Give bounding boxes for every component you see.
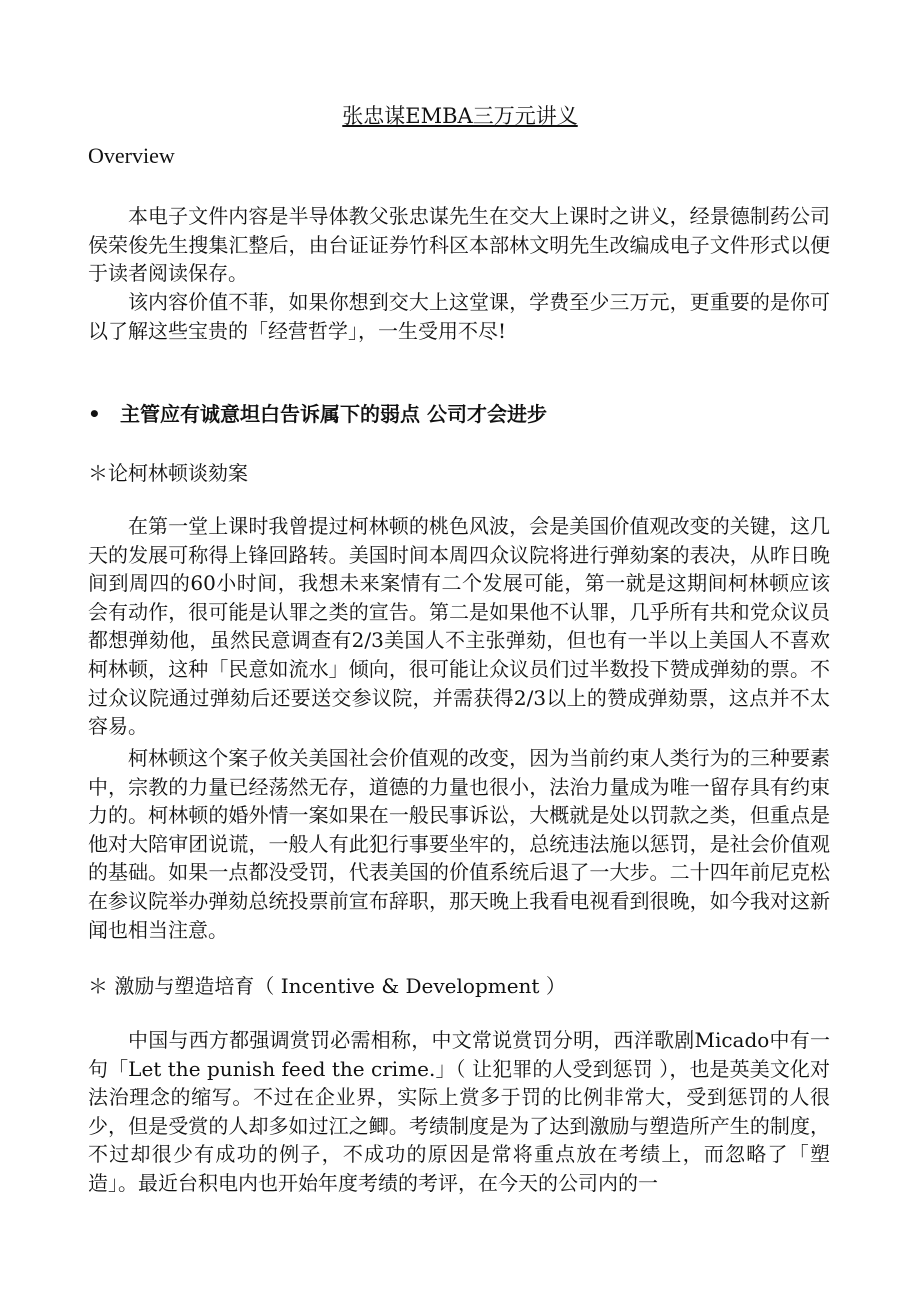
subsection-2-paragraph-1: 中国与西方都强调赏罚必需相称，中文常说赏罚分明，西洋歌剧Micado中有一句「Let the punish feed the crime.」（ 让犯罪的人受到惩罚 ），也是英美文化对法治理念的缩写。不过在企业界，实际上赏多于罚的比例非常大，受到惩罚的人很少，但是受赏的人却多如过江之鲫。考绩制度是为了达到激励与塑造所产生的制度，不过却很少有成功的例子，不成功的原因是常将重点放在考绩上，而忽略了「塑造」。最近台积电内也开始年度考绩的考评，在今天的公司内的一 — [88, 1028, 830, 1195]
bullet-icon: • — [88, 402, 101, 426]
overview-heading: Overview — [88, 143, 175, 168]
intro-paragraph-1: 本电子文件内容是半导体教父张忠谋先生在交大上课时之讲义，经景德制药公司侯荣俊先生搜集汇整后，由台证证券竹科区本部林文明先生改编成电子文件形式以便于读者阅读保存。 — [88, 204, 830, 286]
subsection-1-paragraph-1: 在第一堂上课时我曾提过柯林顿的桃色风波，会是美国价值观改变的关键，这几天的发展可称得上锋回路转。美国时间本周四众议院将进行弹劾案的表决，从昨日晚间到周四的60小时间，我想未来案情有二个发展可能，第一就是这期间柯林顿应该会有动作，很可能是认罪之类的宣告。第二是如果他不认罪，几乎所有共和党众议员都想弹劾他，虽然民意调查有2/3美国人不主张弹劾，但也有一半以上美国人不喜欢柯林顿，这种「民意如流水」倾向，很可能让众议员们过半数投下赞成弹劾的票。不过众议院通过弹劾后还要送交参议院，并需获得2/3以上的赞成弹劾票，这点并不太容易。 — [88, 514, 830, 739]
subsection-heading-2: ＊ 激励与塑造培育（ Incentive & Development ） — [88, 974, 566, 998]
document-title: 张忠谋EMBA三万元讲义 — [342, 104, 578, 128]
section-heading-text: 主管应有诚意坦白告诉属下的弱点 公司才会进步 — [120, 402, 547, 426]
section-heading — [88, 398, 830, 427]
subsection-1-paragraph-2: 柯林顿这个案子攸关美国社会价值观的改变，因为当前约束人类行为的三种要素中，宗教的力量已经荡然无存，道德的力量也很小，法治力量成为唯一留存具有约束力的。柯林顿的婚外情一案如果在一般民事诉讼，大概就是处以罚款之类，但重点是他对大陪审团说谎，一般人有此犯行事要坐牢的，总统违法施以惩罚，是社会价值观的基础。如果一点都没受罚，代表美国的价值系统后退了一大步。二十四年前尼克松在参议院举办弹劾总统投票前宣布辞职，那天晚上我看电视看到很晚，如今我对这新闻也相当注意。 — [88, 746, 830, 942]
intro-paragraph-2: 该内容价值不菲，如果你想到交大上这堂课，学费至少三万元，更重要的是你可以了解这些宝贵的「经营哲学」，一生受用不尽! — [88, 290, 830, 343]
subsection-heading-1: ＊论柯林顿谈劾案 — [88, 461, 248, 485]
